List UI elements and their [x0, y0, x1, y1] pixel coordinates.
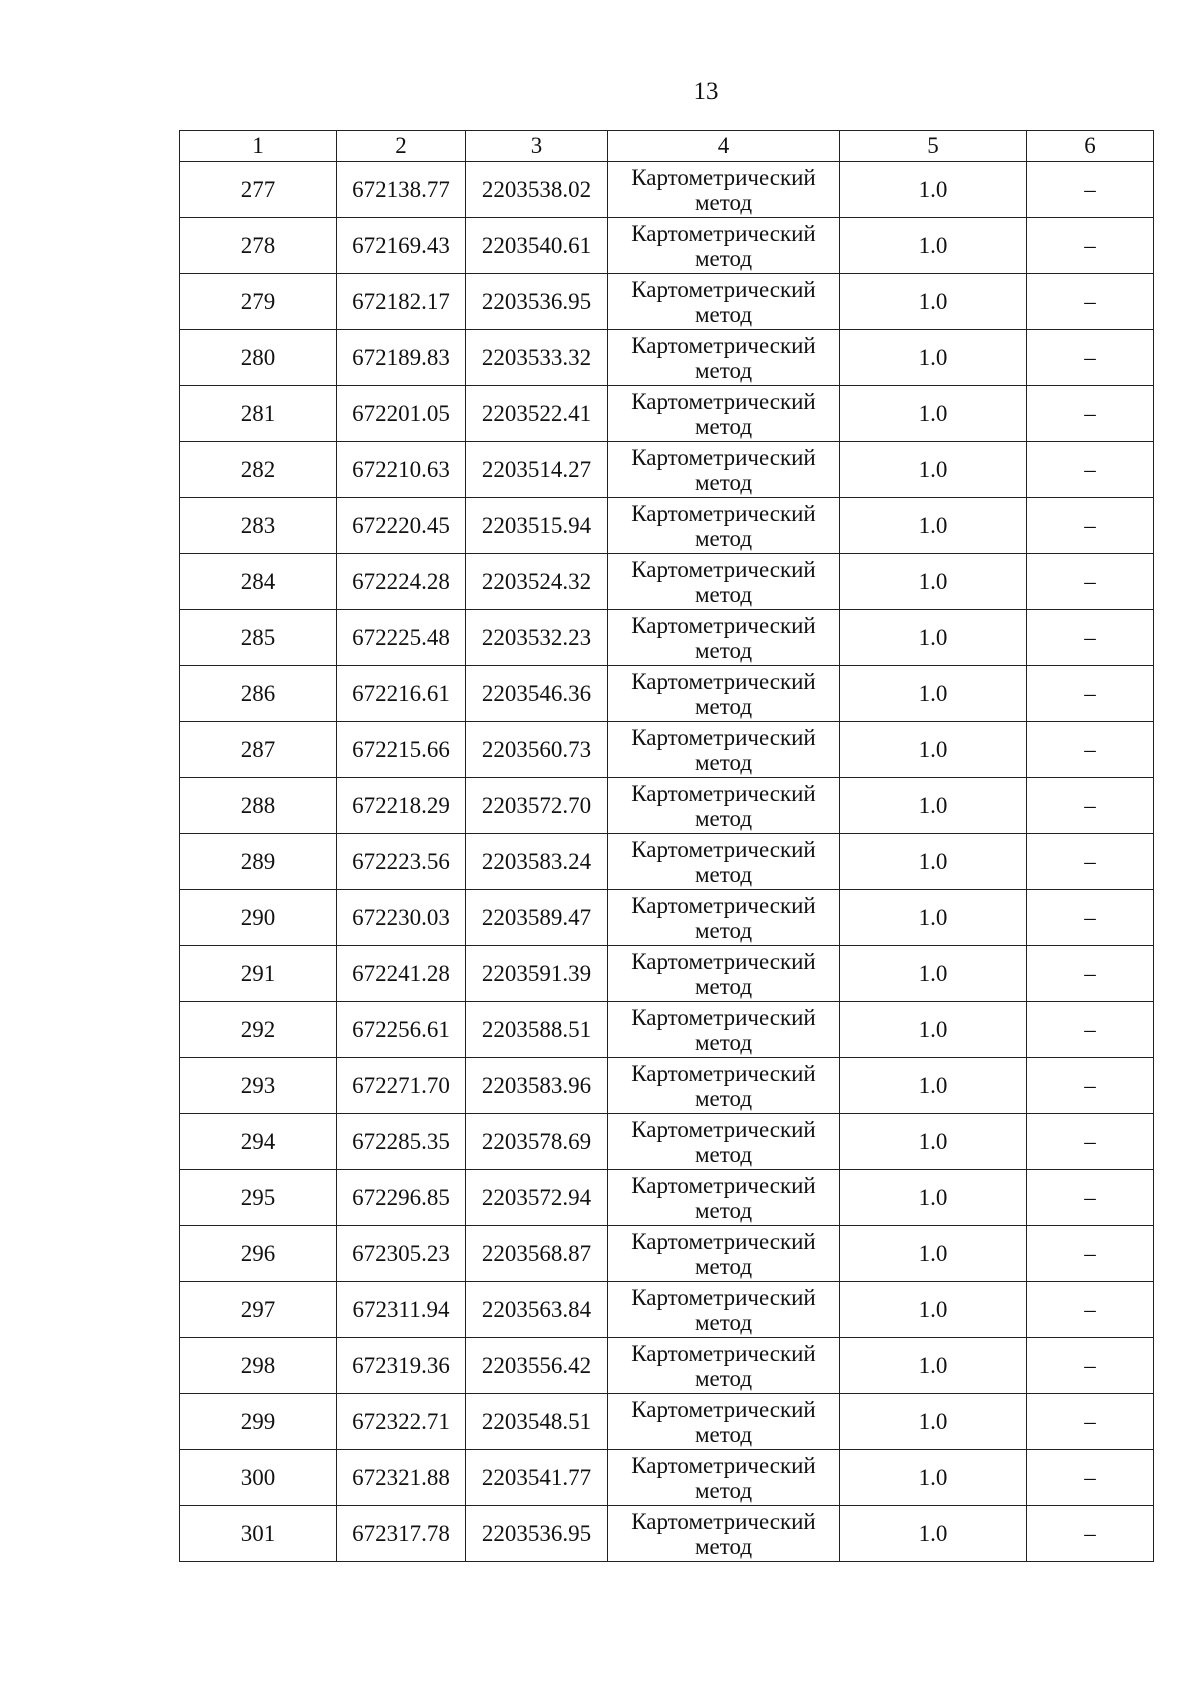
point-number-cell: 280	[180, 330, 337, 386]
x-coordinate-cell: 672271.70	[337, 1058, 466, 1114]
method-label-line2: метод	[694, 525, 753, 551]
accuracy-cell: 1.0	[840, 1226, 1027, 1282]
method-cell	[608, 1506, 840, 1562]
point-number-cell: 296	[180, 1226, 337, 1282]
method-label-line2: метод	[694, 1365, 753, 1391]
method-cell	[608, 834, 840, 890]
note-cell: –	[1027, 834, 1154, 890]
method-label-line2: метод	[694, 245, 753, 271]
method-label-line2: метод	[694, 1309, 753, 1335]
method-label-line2: метод	[694, 1029, 753, 1055]
y-coordinate-cell: 2203572.70	[466, 778, 608, 834]
method-label-line1: Картометрический	[631, 780, 816, 806]
x-coordinate-cell: 672285.35	[337, 1114, 466, 1170]
accuracy-cell: 1.0	[840, 162, 1027, 218]
note-cell: –	[1027, 1506, 1154, 1562]
method-cell	[608, 330, 840, 386]
point-number-cell: 297	[180, 1282, 337, 1338]
method-cell	[608, 890, 840, 946]
x-coordinate-cell: 672322.71	[337, 1394, 466, 1450]
method-label-line2: метод	[694, 1421, 753, 1447]
table-row	[180, 1226, 1154, 1282]
x-coordinate-cell: 672296.85	[337, 1170, 466, 1226]
method-label-line1: Картометрический	[631, 164, 816, 190]
note-cell: –	[1027, 442, 1154, 498]
note-cell: –	[1027, 1002, 1154, 1058]
x-coordinate-cell: 672230.03	[337, 890, 466, 946]
table-row	[180, 666, 1154, 722]
table-row	[180, 722, 1154, 778]
method-label-line2: метод	[694, 805, 753, 831]
table-row	[180, 162, 1154, 218]
method-label-line2: метод	[694, 469, 753, 495]
table-row	[180, 218, 1154, 274]
y-coordinate-cell: 2203556.42	[466, 1338, 608, 1394]
x-coordinate-cell: 672317.78	[337, 1506, 466, 1562]
note-cell: –	[1027, 330, 1154, 386]
table-body	[180, 162, 1154, 1562]
x-coordinate-cell: 672319.36	[337, 1338, 466, 1394]
accuracy-cell: 1.0	[840, 834, 1027, 890]
note-cell: –	[1027, 218, 1154, 274]
note-cell: –	[1027, 162, 1154, 218]
method-cell	[608, 442, 840, 498]
column-header-2: 2	[337, 131, 466, 162]
accuracy-cell: 1.0	[840, 890, 1027, 946]
method-label-line1: Картометрический	[631, 1284, 816, 1310]
y-coordinate-cell: 2203515.94	[466, 498, 608, 554]
method-label-line1: Картометрический	[631, 1228, 816, 1254]
x-coordinate-cell: 672305.23	[337, 1226, 466, 1282]
method-label-line1: Картометрический	[631, 1340, 816, 1366]
point-number-cell: 282	[180, 442, 337, 498]
note-cell: –	[1027, 498, 1154, 554]
method-label-line1: Картометрический	[631, 1116, 816, 1142]
method-cell	[608, 1338, 840, 1394]
y-coordinate-cell: 2203546.36	[466, 666, 608, 722]
point-number-cell: 285	[180, 610, 337, 666]
x-coordinate-cell: 672216.61	[337, 666, 466, 722]
note-cell: –	[1027, 1450, 1154, 1506]
table-row	[180, 610, 1154, 666]
accuracy-cell: 1.0	[840, 1002, 1027, 1058]
table-row	[180, 1282, 1154, 1338]
note-cell: –	[1027, 666, 1154, 722]
accuracy-cell: 1.0	[840, 1506, 1027, 1562]
y-coordinate-cell: 2203589.47	[466, 890, 608, 946]
method-label-line2: метод	[694, 861, 753, 887]
table-row	[180, 1338, 1154, 1394]
y-coordinate-cell: 2203583.24	[466, 834, 608, 890]
column-header-6: 6	[1027, 131, 1154, 162]
method-label-line1: Картометрический	[631, 332, 816, 358]
method-label-line1: Картометрический	[631, 1452, 816, 1478]
y-coordinate-cell: 2203591.39	[466, 946, 608, 1002]
method-label-line2: метод	[694, 1085, 753, 1111]
y-coordinate-cell: 2203578.69	[466, 1114, 608, 1170]
x-coordinate-cell: 672201.05	[337, 386, 466, 442]
method-cell	[608, 1282, 840, 1338]
accuracy-cell: 1.0	[840, 946, 1027, 1002]
accuracy-cell: 1.0	[840, 1170, 1027, 1226]
x-coordinate-cell: 672321.88	[337, 1450, 466, 1506]
x-coordinate-cell: 672138.77	[337, 162, 466, 218]
method-label-line1: Картометрический	[631, 1508, 816, 1534]
table-row	[180, 386, 1154, 442]
method-label-line2: метод	[694, 1253, 753, 1279]
x-coordinate-cell: 672215.66	[337, 722, 466, 778]
note-cell: –	[1027, 1394, 1154, 1450]
page-number: 13	[693, 78, 719, 105]
accuracy-cell: 1.0	[840, 1282, 1027, 1338]
accuracy-cell: 1.0	[840, 610, 1027, 666]
method-cell	[608, 1450, 840, 1506]
note-cell: –	[1027, 722, 1154, 778]
table-row	[180, 1058, 1154, 1114]
method-label-line2: метод	[694, 1477, 753, 1503]
method-cell	[608, 722, 840, 778]
note-cell: –	[1027, 946, 1154, 1002]
header-row	[180, 131, 1154, 162]
point-number-cell: 288	[180, 778, 337, 834]
accuracy-cell: 1.0	[840, 330, 1027, 386]
method-label-line2: метод	[694, 301, 753, 327]
method-label-line2: метод	[694, 917, 753, 943]
method-cell	[608, 554, 840, 610]
point-number-cell: 283	[180, 498, 337, 554]
x-coordinate-cell: 672218.29	[337, 778, 466, 834]
method-cell	[608, 498, 840, 554]
method-cell	[608, 666, 840, 722]
point-number-cell: 277	[180, 162, 337, 218]
note-cell: –	[1027, 1338, 1154, 1394]
method-label-line2: метод	[694, 1533, 753, 1559]
x-coordinate-cell: 672256.61	[337, 1002, 466, 1058]
method-label-line1: Картометрический	[631, 220, 816, 246]
method-cell	[608, 162, 840, 218]
point-number-cell: 286	[180, 666, 337, 722]
method-cell	[608, 1394, 840, 1450]
table-row	[180, 1114, 1154, 1170]
method-label-line1: Картометрический	[631, 388, 816, 414]
method-cell	[608, 1002, 840, 1058]
y-coordinate-cell: 2203536.95	[466, 274, 608, 330]
table-row	[180, 1394, 1154, 1450]
accuracy-cell: 1.0	[840, 1450, 1027, 1506]
note-cell: –	[1027, 890, 1154, 946]
method-label-line2: метод	[694, 413, 753, 439]
method-label-line1: Картометрический	[631, 444, 816, 470]
table-row	[180, 946, 1154, 1002]
x-coordinate-cell: 672311.94	[337, 1282, 466, 1338]
y-coordinate-cell: 2203538.02	[466, 162, 608, 218]
method-cell	[608, 610, 840, 666]
accuracy-cell: 1.0	[840, 274, 1027, 330]
column-header-3: 3	[466, 131, 608, 162]
method-label-line2: метод	[694, 749, 753, 775]
method-label-line2: метод	[694, 189, 753, 215]
y-coordinate-cell: 2203572.94	[466, 1170, 608, 1226]
note-cell: –	[1027, 610, 1154, 666]
point-number-cell: 299	[180, 1394, 337, 1450]
point-number-cell: 300	[180, 1450, 337, 1506]
method-cell	[608, 218, 840, 274]
x-coordinate-cell: 672182.17	[337, 274, 466, 330]
y-coordinate-cell: 2203563.84	[466, 1282, 608, 1338]
method-cell	[608, 274, 840, 330]
coordinates-table	[179, 130, 1154, 1562]
point-number-cell: 294	[180, 1114, 337, 1170]
y-coordinate-cell: 2203522.41	[466, 386, 608, 442]
accuracy-cell: 1.0	[840, 1114, 1027, 1170]
point-number-cell: 298	[180, 1338, 337, 1394]
method-label-line2: метод	[694, 1197, 753, 1223]
table-row	[180, 274, 1154, 330]
method-cell	[608, 1226, 840, 1282]
x-coordinate-cell: 672169.43	[337, 218, 466, 274]
accuracy-cell: 1.0	[840, 1394, 1027, 1450]
y-coordinate-cell: 2203536.95	[466, 1506, 608, 1562]
y-coordinate-cell: 2203533.32	[466, 330, 608, 386]
point-number-cell: 293	[180, 1058, 337, 1114]
x-coordinate-cell: 672223.56	[337, 834, 466, 890]
note-cell: –	[1027, 1058, 1154, 1114]
point-number-cell: 292	[180, 1002, 337, 1058]
accuracy-cell: 1.0	[840, 666, 1027, 722]
method-label-line1: Картометрический	[631, 612, 816, 638]
method-cell	[608, 1114, 840, 1170]
y-coordinate-cell: 2203568.87	[466, 1226, 608, 1282]
method-label-line1: Картометрический	[631, 276, 816, 302]
accuracy-cell: 1.0	[840, 722, 1027, 778]
method-label-line1: Картометрический	[631, 724, 816, 750]
method-label-line2: метод	[694, 357, 753, 383]
method-label-line2: метод	[694, 693, 753, 719]
method-cell	[608, 778, 840, 834]
point-number-cell: 279	[180, 274, 337, 330]
x-coordinate-cell: 672210.63	[337, 442, 466, 498]
point-number-cell: 301	[180, 1506, 337, 1562]
table-row	[180, 1450, 1154, 1506]
accuracy-cell: 1.0	[840, 218, 1027, 274]
x-coordinate-cell: 672189.83	[337, 330, 466, 386]
y-coordinate-cell: 2203560.73	[466, 722, 608, 778]
method-label-line1: Картометрический	[631, 1396, 816, 1422]
point-number-cell: 290	[180, 890, 337, 946]
table-row	[180, 330, 1154, 386]
point-number-cell: 291	[180, 946, 337, 1002]
method-label-line1: Картометрический	[631, 500, 816, 526]
point-number-cell: 284	[180, 554, 337, 610]
note-cell: –	[1027, 1114, 1154, 1170]
note-cell: –	[1027, 1282, 1154, 1338]
method-label-line1: Картометрический	[631, 892, 816, 918]
table-row	[180, 778, 1154, 834]
y-coordinate-cell: 2203583.96	[466, 1058, 608, 1114]
method-label-line1: Картометрический	[631, 836, 816, 862]
y-coordinate-cell: 2203514.27	[466, 442, 608, 498]
method-label-line1: Картометрический	[631, 1172, 816, 1198]
y-coordinate-cell: 2203541.77	[466, 1450, 608, 1506]
point-number-cell: 287	[180, 722, 337, 778]
y-coordinate-cell: 2203540.61	[466, 218, 608, 274]
point-number-cell: 289	[180, 834, 337, 890]
accuracy-cell: 1.0	[840, 778, 1027, 834]
point-number-cell: 295	[180, 1170, 337, 1226]
column-header-1: 1	[180, 131, 337, 162]
accuracy-cell: 1.0	[840, 1058, 1027, 1114]
accuracy-cell: 1.0	[840, 498, 1027, 554]
table-row	[180, 834, 1154, 890]
table-row	[180, 442, 1154, 498]
table-row	[180, 1506, 1154, 1562]
y-coordinate-cell: 2203524.32	[466, 554, 608, 610]
method-label-line1: Картометрический	[631, 668, 816, 694]
method-label-line2: метод	[694, 973, 753, 999]
method-label-line2: метод	[694, 637, 753, 663]
column-header-5: 5	[840, 131, 1027, 162]
point-number-cell: 281	[180, 386, 337, 442]
method-label-line1: Картометрический	[631, 1060, 816, 1086]
method-cell	[608, 946, 840, 1002]
note-cell: –	[1027, 554, 1154, 610]
accuracy-cell: 1.0	[840, 442, 1027, 498]
note-cell: –	[1027, 1226, 1154, 1282]
note-cell: –	[1027, 386, 1154, 442]
method-label-line2: метод	[694, 581, 753, 607]
method-label-line1: Картометрический	[631, 1004, 816, 1030]
x-coordinate-cell: 672225.48	[337, 610, 466, 666]
y-coordinate-cell: 2203588.51	[466, 1002, 608, 1058]
x-coordinate-cell: 672220.45	[337, 498, 466, 554]
accuracy-cell: 1.0	[840, 1338, 1027, 1394]
method-label-line1: Картометрический	[631, 948, 816, 974]
y-coordinate-cell: 2203548.51	[466, 1394, 608, 1450]
column-header-4: 4	[608, 131, 840, 162]
table-row	[180, 1002, 1154, 1058]
method-cell	[608, 1058, 840, 1114]
table-row	[180, 1170, 1154, 1226]
table-row	[180, 554, 1154, 610]
table-header	[180, 131, 1154, 162]
point-number-cell: 278	[180, 218, 337, 274]
x-coordinate-cell: 672241.28	[337, 946, 466, 1002]
method-label-line2: метод	[694, 1141, 753, 1167]
note-cell: –	[1027, 1170, 1154, 1226]
table-row	[180, 890, 1154, 946]
note-cell: –	[1027, 274, 1154, 330]
method-cell	[608, 386, 840, 442]
y-coordinate-cell: 2203532.23	[466, 610, 608, 666]
accuracy-cell: 1.0	[840, 554, 1027, 610]
note-cell: –	[1027, 778, 1154, 834]
accuracy-cell: 1.0	[840, 386, 1027, 442]
method-cell	[608, 1170, 840, 1226]
x-coordinate-cell: 672224.28	[337, 554, 466, 610]
table-row	[180, 498, 1154, 554]
method-label-line1: Картометрический	[631, 556, 816, 582]
